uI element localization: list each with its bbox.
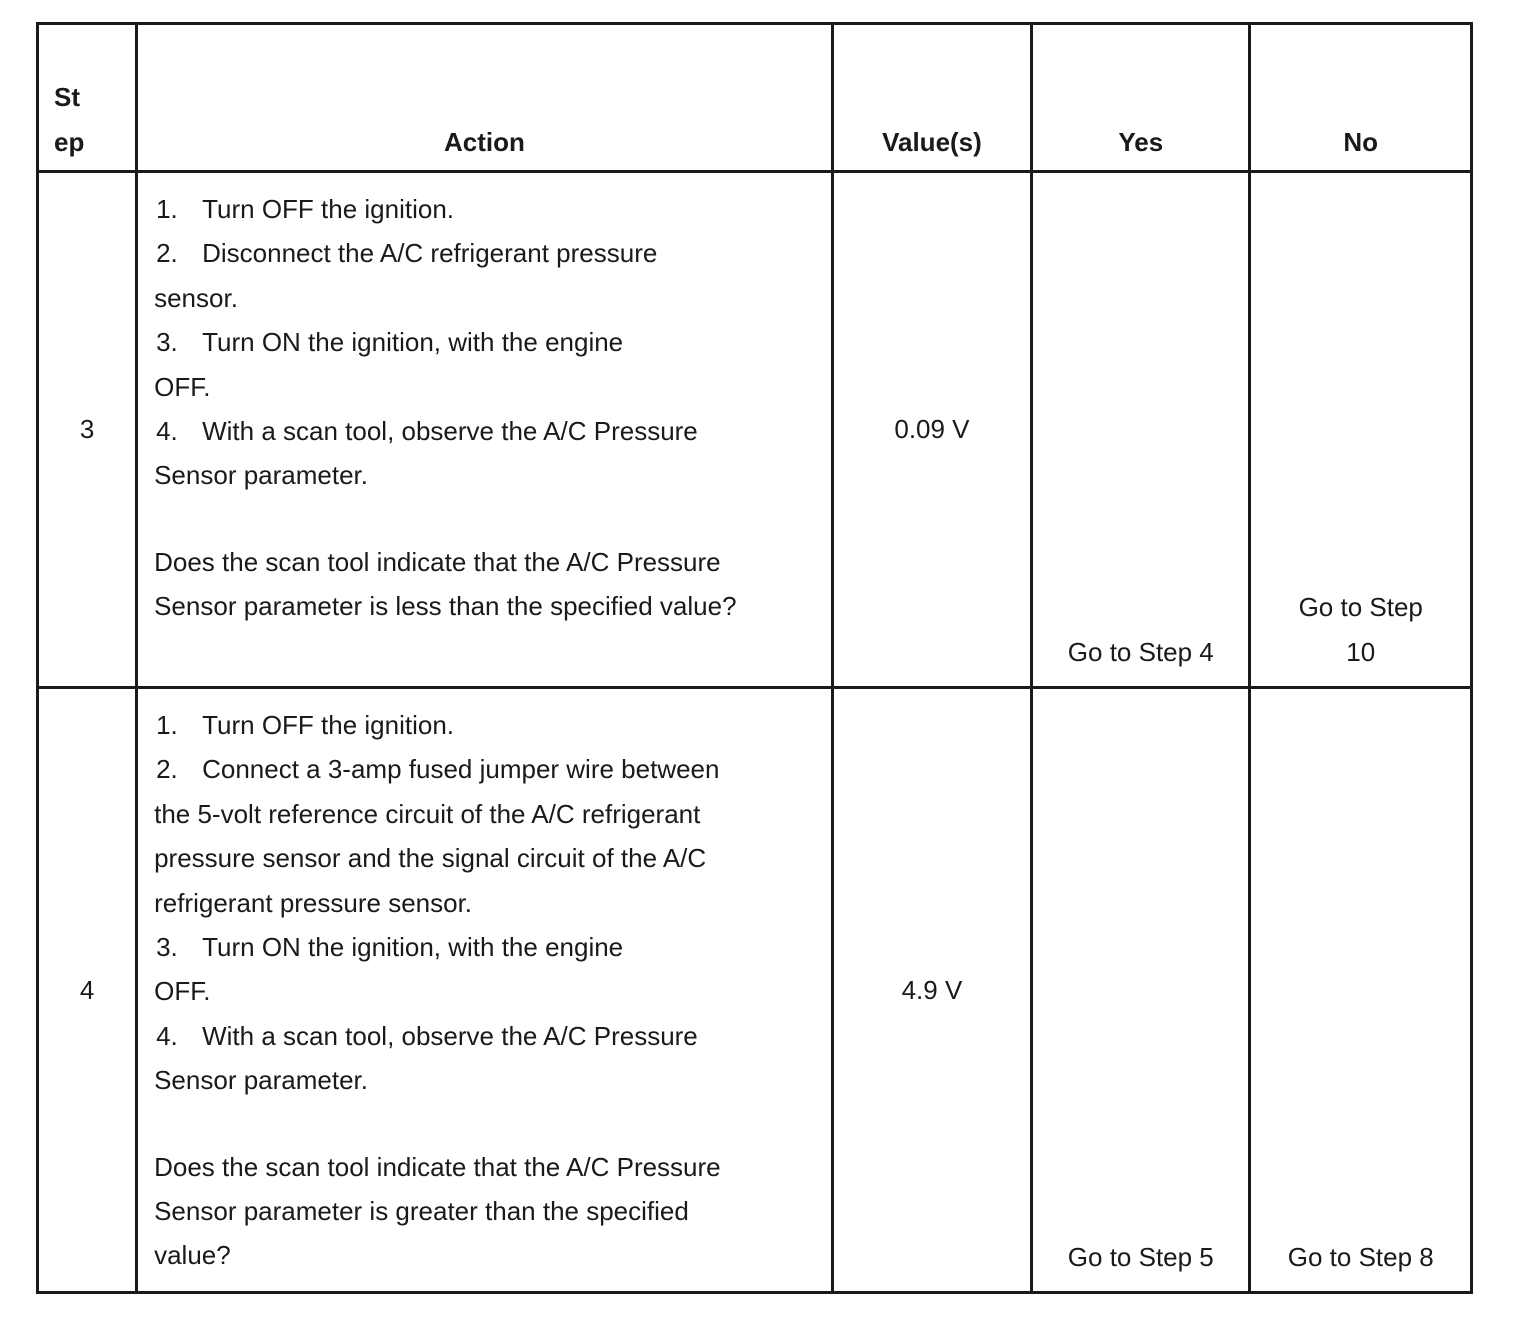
header-values: Value(s) xyxy=(832,24,1031,172)
question-text: Does the scan tool indicate that the A/C Pressure Sensor parameter is less than the specified value? xyxy=(154,546,737,622)
diagnostic-table xyxy=(36,22,1473,1294)
action-cell xyxy=(137,688,833,1293)
list-item: 1. Turn OFF the ignition. xyxy=(156,194,455,224)
no-cell xyxy=(1250,172,1472,688)
action-list xyxy=(154,703,821,1103)
question-text: Does the scan tool indicate that the A/C Pressure Sensor parameter is greater than the specified value? xyxy=(154,1151,721,1271)
table-row xyxy=(38,688,1472,1293)
list-item: 3. Turn ON the ignition, with the engine OFF. xyxy=(154,932,624,1007)
header-row xyxy=(38,24,1472,172)
list-item: 1. Turn OFF the ignition. xyxy=(156,710,455,740)
header-step: St ep xyxy=(38,24,137,172)
header-action: Action xyxy=(137,24,833,172)
no-cell: Go to Step 8 xyxy=(1250,688,1472,1293)
no-goto: Go to Step 10 xyxy=(1298,592,1423,667)
list-item: 2. Connect a 3-amp fused jumper wire between the 5-volt reference circuit of the A/C refrigerant pressure sensor and the signal circuit of the A/C refrigerant pressure sensor. xyxy=(154,754,720,918)
list-item: 3. Turn ON the ignition, with the engine OFF. xyxy=(154,327,624,402)
list-item: 2. Disconnect the A/C refrigerant pressure sensor. xyxy=(154,238,658,313)
table-row xyxy=(38,172,1472,688)
yes-cell: Go to Step 4 xyxy=(1032,172,1250,688)
action-cell xyxy=(137,172,833,688)
step-number: 4 xyxy=(38,688,137,1293)
list-item: 4. With a scan tool, observe the A/C Pressure Sensor parameter. xyxy=(154,1020,698,1096)
value-cell: 0.09 V xyxy=(832,172,1031,688)
yes-cell: Go to Step 5 xyxy=(1032,688,1250,1293)
step-number: 3 xyxy=(38,172,137,688)
header-no: No xyxy=(1250,24,1472,172)
action-list xyxy=(154,187,821,498)
value-cell: 4.9 V xyxy=(832,688,1031,1293)
list-item: 4. With a scan tool, observe the A/C Pressure Sensor parameter. xyxy=(154,416,698,491)
header-yes: Yes xyxy=(1032,24,1250,172)
